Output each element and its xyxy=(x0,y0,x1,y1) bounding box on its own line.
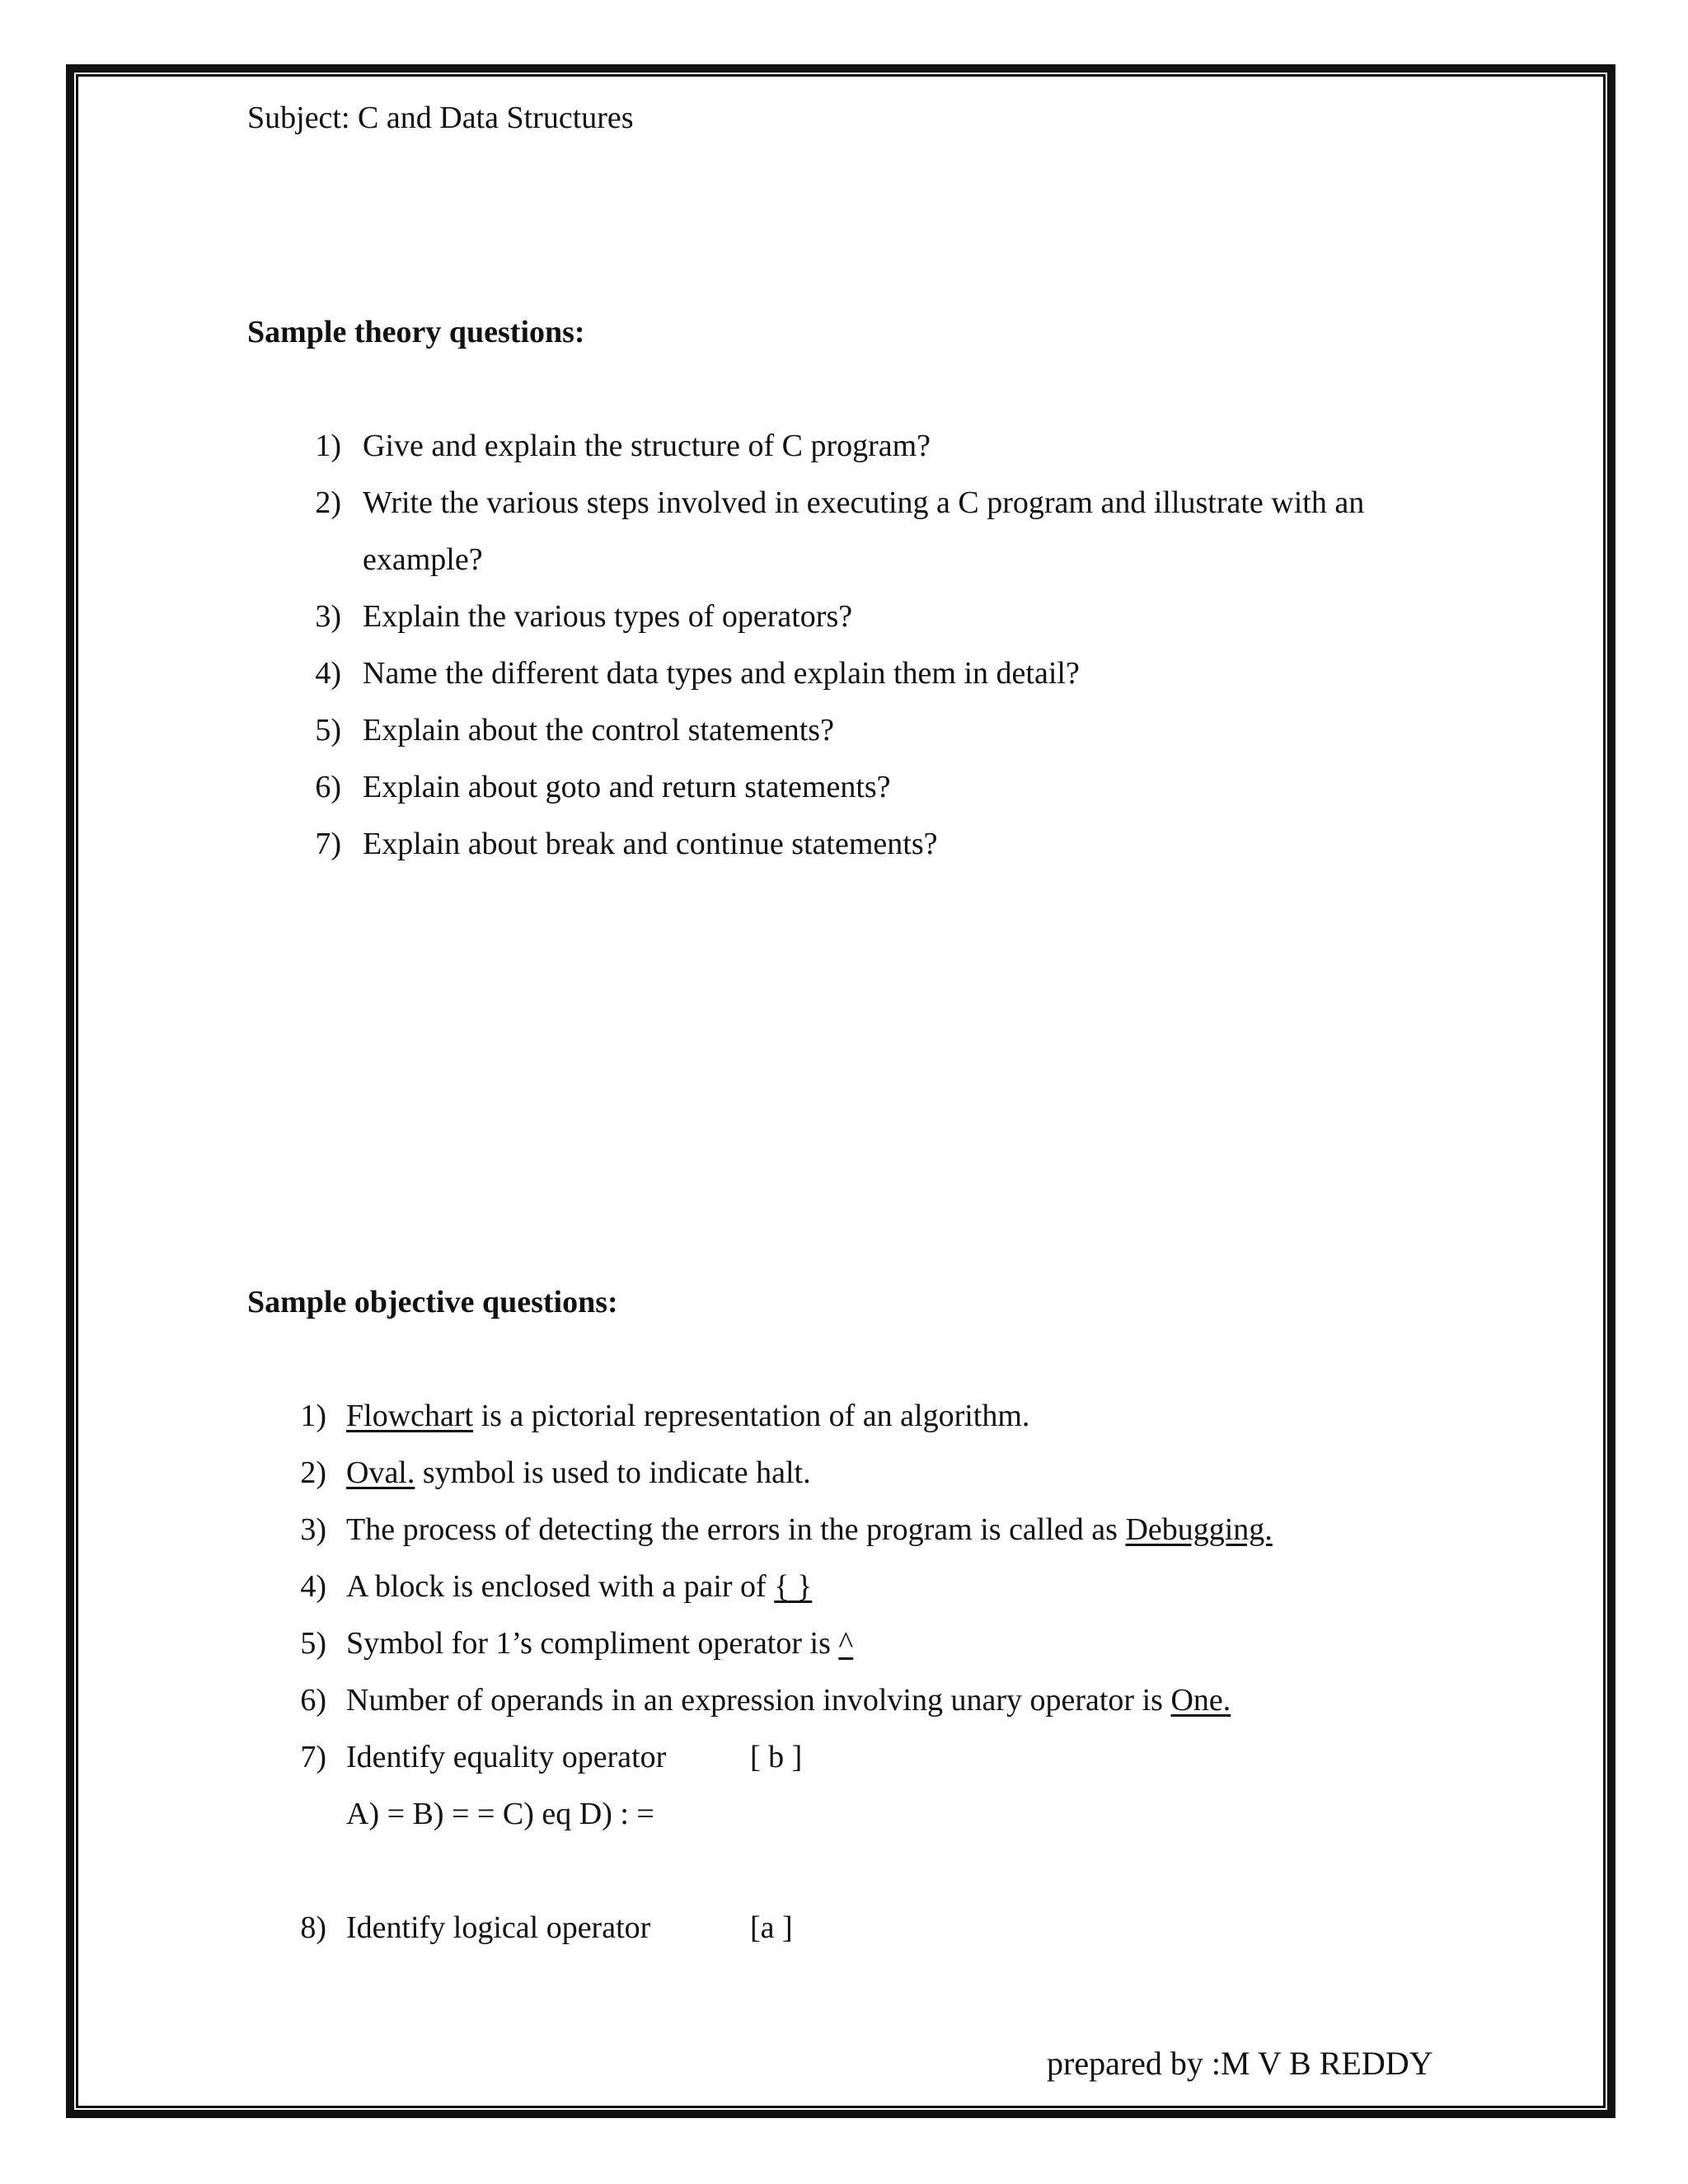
objective-item-number: 4) xyxy=(300,1569,326,1604)
answer-bracket: [a ] xyxy=(750,1910,793,1945)
theory-item-number: 4) xyxy=(315,656,341,691)
theory-item-number: 7) xyxy=(315,827,341,861)
objective-heading: Sample objective questions: xyxy=(247,1285,618,1319)
prepared-by-signature: prepared by :M V B REDDY xyxy=(1047,2045,1433,2082)
objective-item-text: The process of detecting the errors in the program is called as Debugging. xyxy=(346,1512,1273,1547)
answer-blank: { } xyxy=(774,1569,813,1604)
theory-item-number: 1) xyxy=(315,429,341,463)
objective-item-number: 5) xyxy=(300,1626,326,1661)
objective-item-number: 2) xyxy=(300,1455,326,1490)
objective-item-text: Flowchart is a pictorial representation of an algorithm. xyxy=(346,1399,1030,1433)
theory-item-text: Explain the various types of operators? xyxy=(363,599,853,634)
objective-item-number: 8) xyxy=(300,1910,326,1945)
theory-item-number: 2) xyxy=(315,485,341,520)
theory-item-number: 5) xyxy=(315,713,341,748)
page-border-inner xyxy=(76,74,1606,2108)
answer-blank: One. xyxy=(1170,1683,1231,1718)
theory-item-text: Give and explain the structure of C program? xyxy=(363,429,931,463)
theory-item-text: Write the various steps involved in executing a C program and illustrate with an xyxy=(363,485,1365,520)
objective-item-text: Oval. symbol is used to indicate halt. xyxy=(346,1455,811,1490)
theory-item-number: 6) xyxy=(315,770,341,804)
subject-line: Subject: C and Data Structures xyxy=(247,101,634,135)
answer-blank: Oval. xyxy=(346,1455,415,1490)
objective-item-text: Number of operands in an expression involving unary operator is One. xyxy=(346,1683,1231,1718)
theory-item-text: Explain about goto and return statements? xyxy=(363,770,891,804)
objective-item-number: 1) xyxy=(300,1399,326,1433)
theory-item-number: 3) xyxy=(315,599,341,634)
objective-item-text: Identify equality operator xyxy=(346,1740,667,1774)
objective-item-number: 7) xyxy=(300,1740,326,1774)
theory-item-text: Name the different data types and explain them in detail? xyxy=(363,656,1080,691)
objective-item-text: Identify logical operator xyxy=(346,1910,651,1945)
objective-item-text: A block is enclosed with a pair of { } xyxy=(346,1569,813,1604)
theory-item-continuation: example? xyxy=(363,542,483,577)
theory-item-text: Explain about the control statements? xyxy=(363,713,834,748)
answer-blank: Flowchart xyxy=(346,1399,474,1433)
theory-heading: Sample theory questions: xyxy=(247,315,585,349)
answer-blank: Debugging. xyxy=(1125,1512,1273,1547)
answer-options: A) = B) = = C) eq D) : = xyxy=(346,1797,654,1831)
answer-blank: ^ xyxy=(838,1626,854,1661)
objective-item-number: 3) xyxy=(300,1512,326,1547)
theory-item-text: Explain about break and continue statements? xyxy=(363,827,938,861)
objective-item-text: Symbol for 1’s compliment operator is ^ xyxy=(346,1626,854,1661)
objective-item-number: 6) xyxy=(300,1683,326,1718)
answer-bracket: [ b ] xyxy=(750,1740,803,1774)
